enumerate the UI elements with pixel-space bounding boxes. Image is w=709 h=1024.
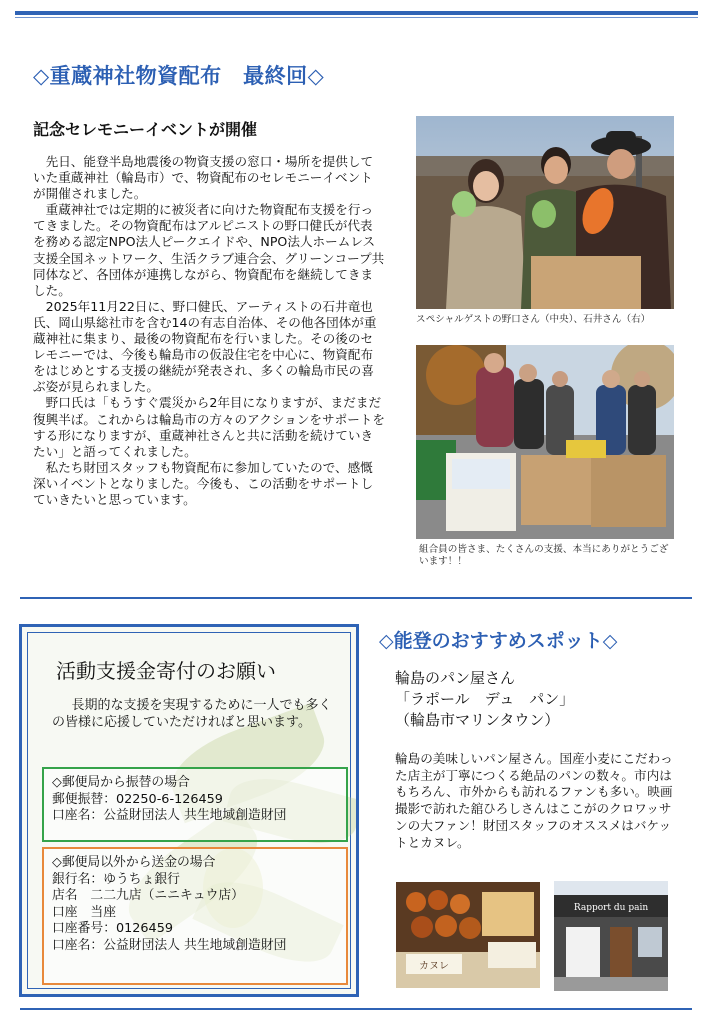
bakery-sign: Rapport du pain (573, 903, 649, 913)
article-paragraph: 重蔵神社では定期的に被災者に向けた物資配布支援を行ってきました。その物資配布はアルピニストの野口健氏が代表を務める認定NPO法人ピークエイドや、NPO法人ホームレス支援全国ネットワーク、生活クラブ連合会、グリーンコープ共同体など、各団体が連携しながら、物資配布を継続してきました。 (33, 202, 385, 298)
bank-account-number: 口座番号：0126459 (52, 921, 173, 937)
bank-name: 銀行名：ゆうちょ銀行 (52, 871, 180, 887)
donation-inner-frame (27, 632, 351, 989)
bank-branch: 店名 二二九店（ニニキュウ店） (52, 888, 244, 904)
bakery-storefront-photo (554, 881, 668, 991)
bank-account-name: 口座名：公益財団法人 共生地域創造財団 (52, 937, 287, 953)
donation-panel (19, 624, 359, 997)
page-title: ◇重蔵神社物資配布 最終回◇ (33, 64, 325, 88)
header-rule (15, 11, 698, 15)
article-paragraph: 先日、能登半島地震後の物資支援の窓口・場所を提供していた重蔵神社（輪島市）で、物資配布のセレモニーイベントが開催されました。 (33, 154, 374, 202)
shop-description: 輪島の美味しいパン屋さん。国産小麦にこだわった店主が丁寧につくる絶品のパンの数々。市内はもちろん、市外からも訪れるファンも多い。映画撮影で訪れた舘ひろしさんはここがのクロワッサンの大ファン！財団スタッフのオススメはバケットとカヌレ。 (395, 751, 673, 850)
bank-heading: ◇郵便局以外から送金の場合 (52, 855, 216, 870)
distribution-photo (416, 345, 674, 539)
postal-account-number: 郵便振替：02250-6-126459 (52, 791, 223, 807)
article-body (33, 154, 385, 508)
shop-name (395, 668, 574, 731)
postal-transfer-box (42, 767, 348, 842)
postal-account-name: 口座名：公益財団法人 共生地域創造財団 (52, 808, 287, 824)
bank-transfer-box (42, 847, 348, 985)
pastry-photo (396, 882, 540, 988)
guests-photo (416, 116, 674, 309)
donation-text: 長期的な支援を実現するために一人でも多くの皆様に応援していただければと思います。 (52, 698, 332, 730)
article-paragraph: 私たち財団スタッフも物資配布に参加していたので、感慨深いイベントとなりました。今後も、この活動をサポートしていきたいと思っています。 (33, 459, 374, 507)
footer-rule (20, 1008, 692, 1010)
photo-caption: スペシャルゲストの野口さん（中央）、石井さん（右） (416, 314, 651, 325)
shop-name-line: 輪島のパン屋さん (395, 669, 516, 687)
bank-account-type: 口座 当座 (52, 904, 116, 920)
pastry-tag: カヌレ (419, 961, 449, 972)
section-divider (20, 597, 692, 599)
donation-title: 活動支援金寄付のお願い (56, 659, 276, 683)
shop-name-line: （輪島市マリンタウン） (395, 711, 560, 729)
header-rule-thin (15, 17, 698, 18)
article-paragraph: 2025年11月22日に、野口健氏、アーティストの石井竜也氏、岡山県総社市を含む14の有志自治体、その他各団体が重蔵神社に集まり、最後の物資配布を行いました。その後のセレモニーでは、今後も輪島市の仮設住宅を中心に、物資配布をはじめとする支援の継続が発表され、多くの輪島市民の喜ぶ姿が見られました。 (33, 298, 377, 395)
postal-heading: ◇郵便局から振替の場合 (52, 775, 190, 790)
photo-caption: 組合員の皆さま、たくさんの支援、本当にありがとうございます！！ (419, 544, 669, 567)
donation-body (52, 697, 344, 731)
spots-title: ◇能登のおすすめスポット◇ (379, 630, 618, 652)
shop-name-line: 「ラポール デュ パン」 (395, 690, 575, 708)
article-paragraph: 野口氏は「もうすぐ震災から2年目になりますが、まだまだ復興半ば。これからは輪島市の方々のアクションをサポートをする形になりますが、重蔵神社さんと共に活動を続けていきたい」と語ってくれました。 (33, 395, 385, 459)
article-heading: 記念セレモニーイベントが開催 (33, 120, 258, 139)
